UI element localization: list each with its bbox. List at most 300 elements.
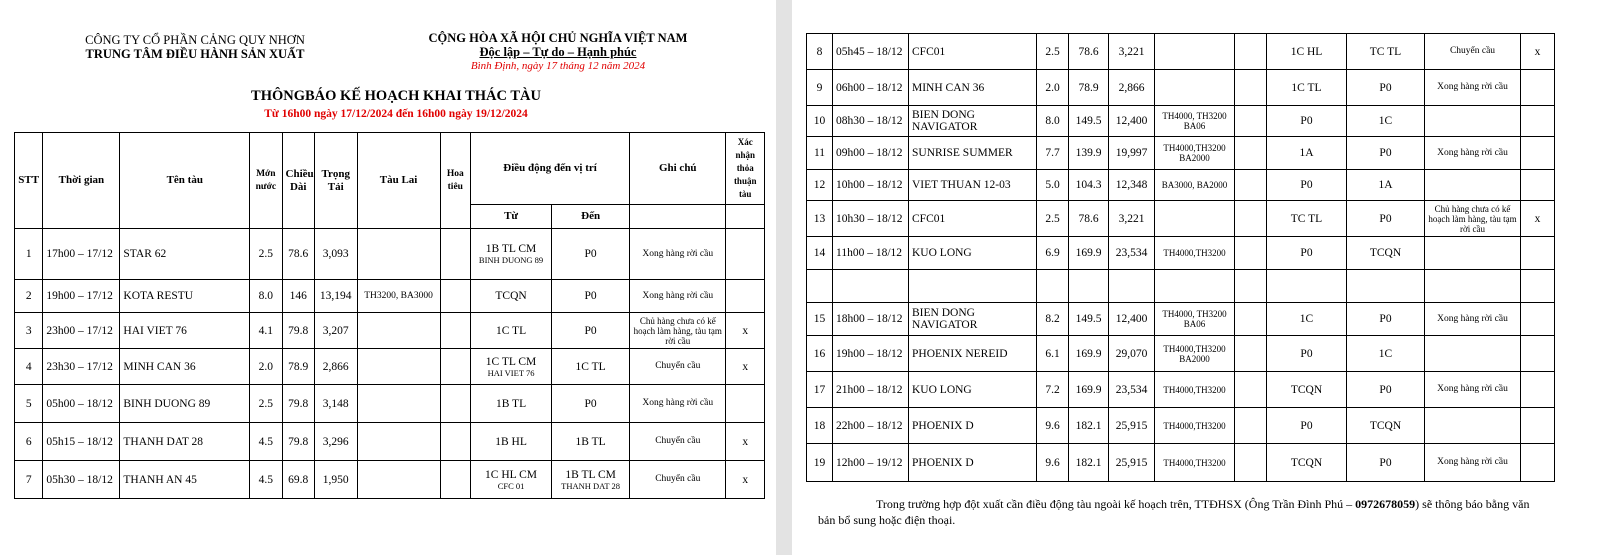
cell-time-value: 05h00 – 18/12	[46, 397, 113, 410]
cell-tonnage-value: 12,400	[1115, 115, 1148, 127]
table-row	[807, 444, 1555, 482]
cell-note	[1425, 237, 1521, 270]
cell-tonnage	[314, 313, 357, 349]
cell-from-value: TCQN	[1290, 383, 1323, 396]
table-row	[15, 229, 765, 280]
cell-draft	[1037, 170, 1069, 201]
cell-time-value: 23h30 – 17/12	[46, 360, 113, 373]
cell-note	[1425, 70, 1521, 106]
cell-tug	[357, 423, 440, 461]
cell-time	[833, 336, 909, 372]
company-header	[40, 33, 350, 61]
cell-draft	[1037, 270, 1069, 303]
cell-time	[43, 461, 120, 499]
cell-to-value: TC TL	[1369, 45, 1402, 58]
cell-length-value: 79.8	[288, 397, 309, 410]
col-stt: STT	[15, 133, 43, 229]
cell-confirm	[1521, 137, 1555, 170]
cell-ship	[909, 336, 1037, 372]
cell-draft	[1037, 106, 1069, 137]
cell-draft	[250, 229, 282, 280]
cell-ship-value: KOTA RESTU	[123, 290, 194, 302]
cell-ship	[909, 372, 1037, 408]
cell-stt-value: 11	[813, 147, 826, 159]
cell-ship-value: MINH CAN 36	[912, 81, 985, 94]
cell-tug	[1155, 444, 1235, 482]
contact-phone: 0972678059	[1355, 497, 1416, 511]
company-name: CÔNG TY CỔ PHẦN CẢNG QUY NHƠN	[85, 33, 305, 47]
cell-tug	[1155, 372, 1235, 408]
cell-from-value: TC TL	[1290, 212, 1323, 225]
cell-stt-value: 13	[813, 212, 826, 225]
cell-ship-value: BINH DUONG 89	[123, 397, 211, 410]
cell-to-value: 1C TL	[575, 360, 606, 373]
cell-from	[1267, 336, 1347, 372]
cell-time-value: 19h00 – 18/12	[836, 347, 903, 360]
cell-to-value: P0	[584, 324, 597, 337]
cell-tug	[1155, 270, 1235, 303]
cell-length-value: 169.9	[1075, 383, 1102, 396]
cell-note-value: Xong hàng rời cầu	[642, 248, 714, 259]
cell-length-value: 104.3	[1075, 179, 1102, 191]
cell-to-value: P0	[584, 397, 597, 410]
cell-tonnage-value: 12,400	[1115, 313, 1148, 325]
cell-tonnage-value: 3,221	[1118, 212, 1145, 225]
cell-from	[1267, 137, 1347, 170]
cell-to	[1347, 106, 1425, 137]
cell-tug-value: TH4000,TH3200	[1163, 248, 1226, 258]
cell-stt	[807, 170, 833, 201]
cell-tug	[357, 385, 440, 423]
cell-from-value: 1C HL	[1290, 45, 1323, 58]
cell-to	[552, 461, 630, 499]
cell-confirm-value: x	[742, 324, 749, 337]
table-row	[15, 461, 765, 499]
cell-stt-value: 17	[813, 383, 826, 396]
cell-draft-value: 8.0	[258, 290, 273, 302]
cell-note-value: Chuyển cầu	[1449, 46, 1496, 56]
cell-note	[1425, 106, 1521, 137]
cell-confirm	[1521, 336, 1555, 372]
cell-length	[1069, 408, 1109, 444]
table-row	[807, 270, 1555, 303]
cell-from-value: TCQN	[1290, 456, 1323, 469]
cell-stt-value: 19	[813, 456, 826, 469]
cell-pilot	[440, 385, 470, 423]
cell-pilot	[1235, 201, 1267, 237]
cell-tonnage-value: 29,070	[1115, 347, 1148, 360]
cell-time-value: 09h00 – 18/12	[836, 147, 903, 159]
cell-tug	[1155, 34, 1235, 70]
cell-draft-value: 4.1	[258, 324, 273, 337]
cell-length-value: 78.6	[1078, 212, 1099, 225]
cell-from	[1267, 34, 1347, 70]
cell-tonnage	[1109, 336, 1155, 372]
cell-confirm	[726, 461, 765, 499]
cell-to-value: P0	[1379, 212, 1392, 225]
cell-note	[1425, 201, 1521, 237]
cell-time	[833, 270, 909, 303]
cell-note-value: Xong hàng rời cầu	[1437, 384, 1508, 394]
cell-time	[43, 280, 120, 313]
cell-from-value: P0	[1300, 115, 1313, 127]
cell-ship	[909, 34, 1037, 70]
cell-time	[833, 201, 909, 237]
cell-tug	[357, 461, 440, 499]
cell-tonnage	[1109, 137, 1155, 170]
cell-from	[471, 313, 552, 349]
cell-time-value: 05h45 – 18/12	[836, 45, 903, 58]
cell-to	[1347, 34, 1425, 70]
cell-draft	[1037, 70, 1069, 106]
cell-time	[833, 444, 909, 482]
cell-from	[1267, 444, 1347, 482]
cell-length	[282, 313, 314, 349]
cell-note	[630, 280, 726, 313]
cell-draft-value: 2.0	[1045, 81, 1060, 94]
cell-ship	[909, 201, 1037, 237]
cell-tonnage	[1109, 201, 1155, 237]
cell-tonnage-value: 3,148	[322, 397, 349, 410]
cell-stt-value: 7	[25, 473, 32, 486]
cell-to	[552, 385, 630, 423]
cell-length	[1069, 34, 1109, 70]
cell-length	[282, 229, 314, 280]
col-length: Chiều Dài	[282, 133, 314, 229]
footer-note	[818, 496, 1538, 528]
cell-tonnage	[314, 280, 357, 313]
cell-to	[1347, 303, 1425, 336]
cell-draft-value: 2.5	[1045, 212, 1060, 225]
cell-from-detail: HAI VIET 76	[487, 367, 535, 378]
col-note-blank	[630, 205, 726, 229]
cell-ship-value: KUO LONG	[912, 247, 972, 259]
cell-stt	[15, 461, 43, 499]
cell-time-value: 11h00 – 18/12	[836, 247, 903, 259]
cell-draft-value: 5.0	[1045, 179, 1060, 191]
cell-draft-value: 6.9	[1045, 247, 1060, 259]
cell-confirm	[1521, 408, 1555, 444]
cell-tonnage	[1109, 303, 1155, 336]
cell-stt	[807, 201, 833, 237]
cell-from-value: P0	[1300, 347, 1313, 360]
cell-tug-value: TH3200, BA3000	[364, 290, 433, 301]
cell-ship-value: VIET THUAN 12-03	[912, 179, 1011, 191]
cell-tonnage	[314, 349, 357, 385]
cell-draft-value: 9.6	[1045, 456, 1060, 469]
cell-pilot	[1235, 444, 1267, 482]
table-row	[807, 170, 1555, 201]
cell-length-value: 169.9	[1075, 247, 1102, 259]
cell-draft	[1037, 336, 1069, 372]
cell-pilot	[1235, 336, 1267, 372]
table-row	[807, 408, 1555, 444]
col-pilot: Hoa tiêu	[440, 133, 470, 229]
cell-time-value: 08h30 – 18/12	[836, 115, 903, 127]
table-header-row	[15, 133, 765, 205]
cell-from	[1267, 70, 1347, 106]
col-to: Đến	[552, 205, 630, 229]
cell-note	[1425, 137, 1521, 170]
cell-time	[43, 385, 120, 423]
cell-note	[630, 385, 726, 423]
cell-pilot	[440, 313, 470, 349]
cell-from-detail: BINH DUONG 89	[478, 255, 544, 265]
cell-time-value: 22h00 – 18/12	[836, 419, 903, 432]
cell-draft-value: 4.5	[258, 435, 273, 448]
cell-to-detail: THANH DAT 28	[561, 480, 621, 491]
cell-stt	[807, 336, 833, 372]
cell-from-value: 1C	[1299, 313, 1314, 325]
cell-to-value: P0	[1379, 456, 1392, 469]
cell-stt-value: 8	[816, 45, 823, 58]
cell-tonnage	[1109, 270, 1155, 303]
cell-ship-value: KUO LONG	[912, 383, 972, 396]
cell-from	[471, 461, 552, 499]
table-row	[807, 70, 1555, 106]
cell-tug-value: TH4000,TH3200	[1163, 384, 1226, 395]
cell-to	[552, 423, 630, 461]
cell-stt-value: 3	[25, 324, 32, 337]
cell-length	[1069, 237, 1109, 270]
cell-from-value: 1B TL	[495, 397, 527, 410]
cell-from	[1267, 372, 1347, 408]
cell-length-value: 169.9	[1075, 347, 1102, 360]
cell-note	[630, 461, 726, 499]
cell-from-value: TCQN	[495, 290, 527, 302]
cell-stt	[807, 34, 833, 70]
cell-tonnage	[1109, 170, 1155, 201]
cell-note-value: Chuyển cầu	[655, 436, 701, 446]
cell-tug	[1155, 303, 1235, 336]
cell-stt	[807, 270, 833, 303]
cell-tonnage	[314, 423, 357, 461]
cell-note	[1425, 408, 1521, 444]
cell-stt-value: 5	[25, 397, 32, 410]
nation-header	[398, 31, 718, 73]
cell-stt	[807, 408, 833, 444]
table-row	[15, 385, 765, 423]
cell-tonnage	[1109, 444, 1155, 482]
cell-from-value: P0	[1300, 179, 1313, 191]
cell-confirm	[1521, 201, 1555, 237]
cell-from	[471, 229, 552, 280]
cell-ship-value: CFC01	[912, 212, 946, 225]
cell-confirm-value: x	[742, 473, 749, 486]
department-name: TRUNG TÂM ĐIỀU HÀNH SẢN XUẤT	[85, 47, 305, 61]
cell-tonnage	[1109, 106, 1155, 137]
cell-tonnage	[1109, 237, 1155, 270]
cell-stt	[15, 349, 43, 385]
cell-tonnage	[1109, 372, 1155, 408]
cell-length-value: 78.6	[1078, 45, 1099, 58]
cell-stt	[15, 385, 43, 423]
cell-length-value: 79.8	[288, 324, 309, 337]
cell-from	[1267, 170, 1347, 201]
cell-stt	[807, 237, 833, 270]
cell-tug	[1155, 408, 1235, 444]
cell-tonnage	[1109, 34, 1155, 70]
cell-to-value: P0	[1379, 81, 1392, 94]
cell-pilot	[440, 461, 470, 499]
cell-from	[1267, 270, 1347, 303]
col-from: Từ	[471, 205, 552, 229]
page-title: THÔNGBÁO KẾ HOẠCH KHAI THÁC TÀU	[251, 88, 541, 104]
cell-stt-value: 12	[813, 179, 826, 191]
cell-stt	[807, 106, 833, 137]
cell-note-value: Xong hàng rời cầu	[1437, 457, 1508, 467]
place-date: Bình Định, ngày 17 tháng 12 năm 2024	[470, 60, 646, 72]
cell-draft	[250, 385, 282, 423]
cell-tug	[1155, 170, 1235, 201]
table-row	[15, 423, 765, 461]
cell-draft	[1037, 444, 1069, 482]
cell-note	[630, 423, 726, 461]
cell-ship	[120, 229, 250, 280]
cell-confirm	[1521, 270, 1555, 303]
cell-time-value: 18h00 – 18/12	[836, 313, 903, 325]
cell-from-value: P0	[1300, 419, 1313, 432]
cell-from	[471, 423, 552, 461]
cell-stt-value: 4	[25, 360, 32, 373]
cell-ship-value: THANH DAT 28	[123, 435, 204, 448]
cell-from	[471, 385, 552, 423]
cell-note-value: Xong hàng rời cầu	[1437, 147, 1508, 158]
cell-note-value: Xong hàng rời cầu	[642, 290, 714, 301]
cell-note-value: Chuyển cầu	[655, 474, 701, 484]
cell-stt	[807, 70, 833, 106]
cell-time	[43, 229, 120, 280]
cell-note-value: Xong hàng rời cầu	[1437, 82, 1508, 92]
cell-tug	[1155, 237, 1235, 270]
cell-ship-value: BIEN DONG NAVIGATOR	[912, 109, 978, 133]
cell-ship	[120, 385, 250, 423]
cell-length-value: 78.6	[288, 248, 309, 260]
footer-note-suffix: ) sẽ thông báo bằng văn bản bổ sung hoặc điện thoại.	[818, 497, 1530, 527]
cell-ship	[120, 313, 250, 349]
cell-confirm	[1521, 34, 1555, 70]
cell-to-value: P0	[1379, 147, 1392, 159]
cell-confirm	[1521, 170, 1555, 201]
cell-draft-value: 4.5	[258, 473, 273, 486]
cell-from-value: P0	[1300, 247, 1313, 259]
cell-tug-value: TH4000,TH3200 BA2000	[1163, 343, 1226, 364]
cell-note	[1425, 336, 1521, 372]
cell-ship	[120, 349, 250, 385]
cell-confirm	[726, 229, 765, 280]
cell-time	[833, 137, 909, 170]
cell-draft-value: 2.5	[258, 248, 273, 260]
cell-tonnage-value: 23,534	[1115, 247, 1148, 259]
cell-to-value: P0	[1379, 383, 1392, 396]
col-tug: Tàu Lai	[357, 133, 440, 229]
cell-note-value: Chuyển cầu	[655, 361, 701, 371]
cell-draft	[1037, 372, 1069, 408]
cell-time-value: 10h30 – 18/12	[836, 212, 903, 225]
cell-note	[630, 229, 726, 280]
cell-to	[1347, 408, 1425, 444]
cell-ship	[909, 408, 1037, 444]
cell-to	[1347, 336, 1425, 372]
cell-ship	[909, 106, 1037, 137]
cell-time	[833, 106, 909, 137]
cell-length-value: 182.1	[1075, 419, 1102, 432]
table-row	[807, 372, 1555, 408]
table-row	[807, 137, 1555, 170]
cell-stt-value: 6	[25, 435, 32, 448]
cell-length	[1069, 336, 1109, 372]
ship-plan-table-2	[806, 33, 1555, 482]
col-note: Ghi chú	[630, 133, 726, 205]
cell-time-value: 10h00 – 18/12	[836, 179, 903, 191]
cell-draft-value: 2.5	[1045, 45, 1060, 58]
cell-draft	[250, 461, 282, 499]
cell-time-value: 06h00 – 18/12	[836, 81, 903, 94]
table-row	[807, 106, 1555, 137]
cell-draft-value: 2.5	[258, 397, 273, 410]
cell-tonnage-value: 23,534	[1115, 383, 1148, 396]
cell-pilot	[440, 423, 470, 461]
cell-pilot	[1235, 270, 1267, 303]
cell-ship-value: CFC01	[912, 45, 946, 58]
cell-confirm	[726, 385, 765, 423]
footer-note-prefix: Trong trường hợp đột xuất cần điều động tàu ngoài kế hoạch trên, TTĐHSX (Ông Trần Đình Phú –	[876, 497, 1356, 511]
cell-stt-value: 2	[25, 290, 32, 302]
cell-draft-value: 8.0	[1045, 115, 1060, 127]
cell-draft	[250, 349, 282, 385]
cell-tonnage-value: 25,915	[1115, 419, 1148, 432]
cell-tonnage	[314, 385, 357, 423]
cell-note-value: Xong hàng rời cầu	[1437, 313, 1508, 324]
cell-stt	[807, 444, 833, 482]
cell-draft-value: 2.0	[258, 360, 273, 373]
cell-ship	[120, 461, 250, 499]
cell-ship	[909, 237, 1037, 270]
cell-ship	[120, 280, 250, 313]
cell-length-value: 182.1	[1075, 456, 1102, 469]
cell-note	[1425, 34, 1521, 70]
col-confirm-blank	[726, 205, 765, 229]
cell-confirm	[726, 313, 765, 349]
cell-to	[1347, 137, 1425, 170]
cell-to	[552, 349, 630, 385]
cell-time	[833, 303, 909, 336]
cell-from-value: 1B HL	[495, 435, 527, 448]
cell-time-value: 23h00 – 17/12	[46, 324, 113, 337]
cell-ship-value: PHOENIX D	[912, 419, 974, 432]
cell-pilot	[440, 349, 470, 385]
table-row	[807, 201, 1555, 237]
cell-pilot	[1235, 303, 1267, 336]
cell-confirm	[1521, 444, 1555, 482]
cell-tug-value: TH4000, TH3200 BA06	[1162, 111, 1227, 131]
cell-draft	[1037, 237, 1069, 270]
table-row	[15, 349, 765, 385]
cell-length-value: 139.9	[1075, 147, 1102, 159]
col-tonnage: Trọng Tải	[314, 133, 357, 229]
cell-tonnage-value: 13,194	[319, 290, 352, 302]
table-row	[15, 313, 765, 349]
cell-to-value: P0	[584, 290, 597, 302]
cell-draft	[250, 313, 282, 349]
cell-pilot	[1235, 237, 1267, 270]
cell-to	[552, 313, 630, 349]
cell-time-value: 05h30 – 18/12	[46, 473, 113, 486]
cell-length	[1069, 106, 1109, 137]
cell-note-value: Chủ hàng chưa có kế hoạch làm hàng, tàu tạm rời cầu	[1428, 203, 1517, 234]
cell-ship	[120, 423, 250, 461]
cell-tug-value: TH4000, TH3200 BA06	[1162, 309, 1227, 329]
